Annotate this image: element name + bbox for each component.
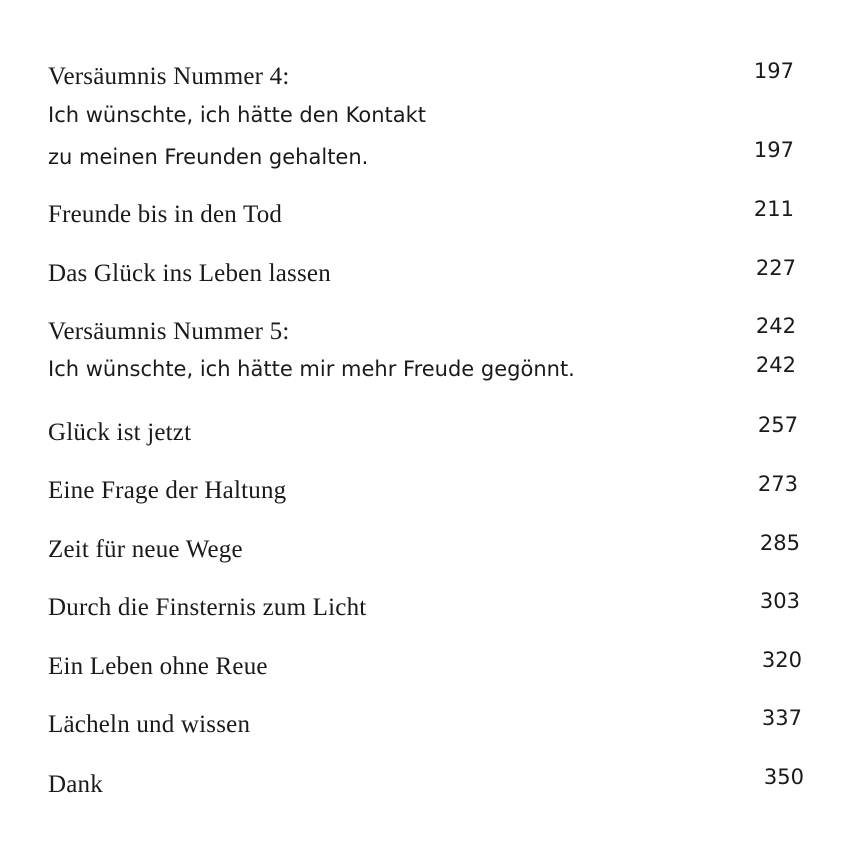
toc-entry-subtitle: Ich wünschte, ich hätte mir mehr Freude gegönnt. <box>48 357 575 381</box>
toc-entry-subtitle: zu meinen Freunden gehalten. <box>48 145 369 169</box>
toc-entry-title: Versäumnis Nummer 5: <box>48 318 290 345</box>
toc-entry-page: 242 <box>755 314 796 338</box>
toc-entry-title: Zeit für neue Wege <box>48 536 243 563</box>
toc-entry-page: 197 <box>753 138 794 162</box>
toc-entry-title: Glück ist jetzt <box>48 419 192 446</box>
toc-entry-page: 211 <box>753 197 794 221</box>
toc-entry-page: 227 <box>755 256 796 280</box>
toc-entry-page: 273 <box>757 472 798 496</box>
toc-entry-page: 337 <box>761 706 802 730</box>
toc-entry-title: Lächeln und wissen <box>48 711 251 738</box>
toc-entry-title: Eine Frage der Haltung <box>48 477 287 504</box>
toc-entry-title: Das Glück ins Leben lassen <box>48 260 331 287</box>
toc-entry-subtitle: Ich wünschte, ich hätte den Kontakt <box>48 103 427 127</box>
toc-entry-title: Dank <box>48 771 103 798</box>
toc-entry-page: 320 <box>761 648 802 672</box>
toc-entry-title: Versäumnis Nummer 4: <box>48 63 290 90</box>
toc-entry-title: Durch die Finsternis zum Licht <box>48 594 367 621</box>
toc-entry-title: Freunde bis in den Tod <box>48 201 283 228</box>
toc-entry-page: 197 <box>753 59 794 83</box>
toc-entry-page: 303 <box>759 589 800 613</box>
toc-entry-page: 242 <box>755 353 796 377</box>
toc-entry-page: 350 <box>763 765 804 789</box>
toc-entry-page: 285 <box>759 531 800 555</box>
toc-entry-title: Ein Leben ohne Reue <box>48 653 268 680</box>
toc-entry-page: 257 <box>757 413 798 437</box>
